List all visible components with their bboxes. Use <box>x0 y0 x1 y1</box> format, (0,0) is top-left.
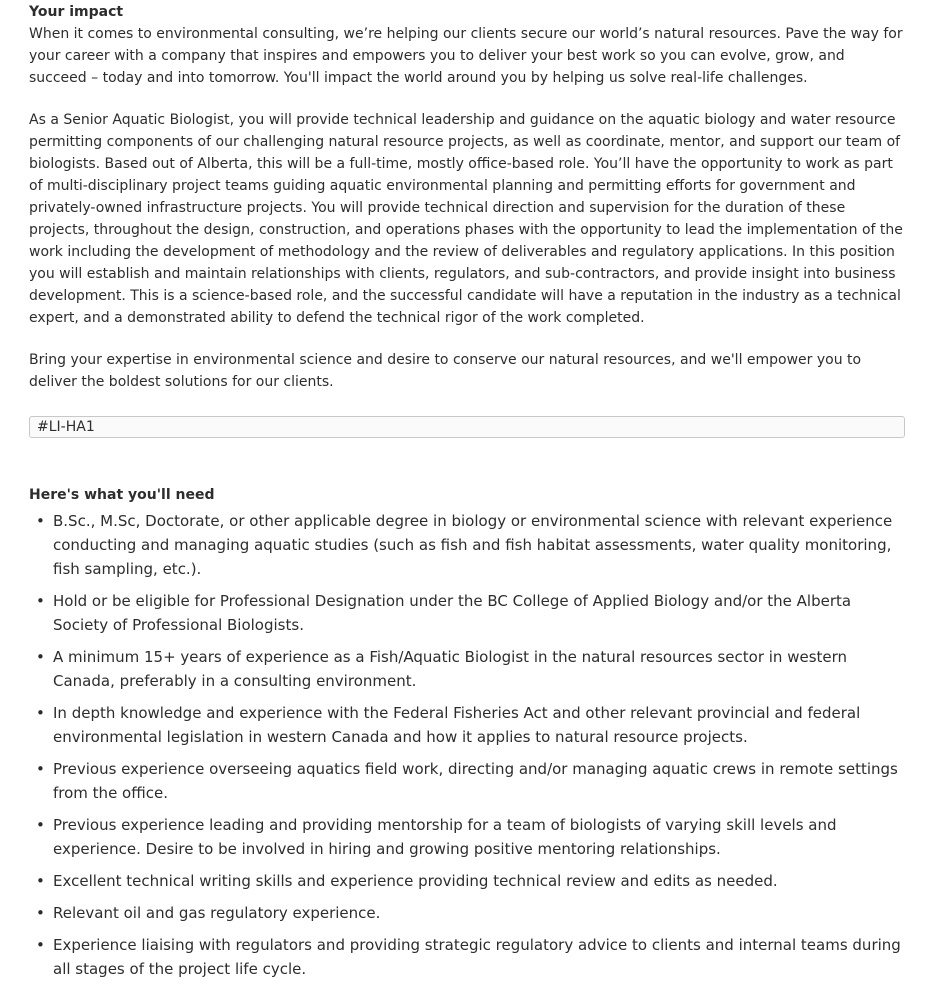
list-item-text: Previous experience overseeing aquatics field work, directing and/or managing aquatic crews in remote settings from the office. <box>53 760 898 802</box>
requirements-heading: Here's what you'll need <box>29 487 215 503</box>
bullet-icon: • <box>36 648 45 666</box>
bullet-icon: • <box>36 904 45 922</box>
list-item-text: Hold or be eligible for Professional Designation under the BC College of Applied Biology and/or the Alberta Society of Professional Biologists. <box>53 592 852 634</box>
list-item <box>29 813 905 861</box>
impact-paragraph-3: Bring your expertise in environmental science and desire to conserve our natural resources, and we'll empower you to deliver the boldest solutions for our clients. <box>29 352 862 390</box>
list-item <box>29 701 905 749</box>
list-item <box>29 901 905 925</box>
list-item-text: Experience liaising with regulators and providing strategic regulatory advice to clients and internal teams during all stages of the project life cycle. <box>53 936 901 978</box>
list-item <box>29 933 905 981</box>
list-item <box>29 589 905 637</box>
list-item-text: In depth knowledge and experience with the Federal Fisheries Act and other relevant provincial and federal environmental legislation in western Canada and how it applies to natural resource projects. <box>53 704 861 746</box>
list-item <box>29 509 905 581</box>
bullet-icon: • <box>36 512 45 530</box>
impact-paragraph-2: As a Senior Aquatic Biologist, you will provide technical leadership and guidance on the aquatic biology and water resource permitting components of our challenging natural resource projects, as well as coordinate, mentor, and support our team of biologists. Based out of Alberta, this will be a full-time, mostly office-based role. You’ll have the opportunity to work as part of multi-disciplinary project teams guiding aquatic environmental planning and permitting efforts for government and privately-owned infrastructure projects. You will provide technical direction and supervision for the duration of these projects, throughout the design, construction, and operations phases with the opportunity to lead the implementation of the work including the development of methodology and the review of deliverables and regulatory applications. In this position you will establish and maintain relationships with clients, regulators, and sub-contractors, and provide insight into business development. This is a science-based role, and the successful candidate will have a reputation in the industry as a technical expert, and a demonstrated ability to defend the technical rigor of the work completed. <box>29 112 903 326</box>
bullet-icon: • <box>36 816 45 834</box>
your-impact-heading: Your impact <box>29 4 124 20</box>
hashtag-code-block: #LI-HA1 <box>29 416 905 438</box>
requirements-list <box>29 509 905 981</box>
list-item-text: B.Sc., M.Sc, Doctorate, or other applicable degree in biology or environmental science with relevant experience conducting and managing aquatic studies (such as fish and fish habitat assessments, water quality monitoring, fish sampling, etc.). <box>53 512 893 578</box>
bullet-icon: • <box>36 936 45 954</box>
bullet-icon: • <box>36 592 45 610</box>
list-item <box>29 645 905 693</box>
list-item-text: A minimum 15+ years of experience as a Fish/Aquatic Biologist in the natural resources sector in western Canada, preferably in a consulting environment. <box>53 648 848 690</box>
list-item <box>29 757 905 805</box>
list-item-text: Excellent technical writing skills and experience providing technical review and edits as needed. <box>53 872 778 890</box>
job-description <box>29 0 905 989</box>
bullet-icon: • <box>36 872 45 890</box>
bullet-icon: • <box>36 704 45 722</box>
impact-paragraph-1: When it comes to environmental consulting, we’re helping our clients secure our world’s natural resources. Pave the way for your career with a company that inspires and empowers you to deliver your best work so you can evolve, grow, and succeed – today and into tomorrow. You'll impact the world around you by helping us solve real-life challenges. <box>29 26 903 86</box>
list-item-text: Previous experience leading and providing mentorship for a team of biologists of varying skill levels and experience. Desire to be involved in hiring and growing positive mentoring relationships. <box>53 816 837 858</box>
bullet-icon: • <box>36 760 45 778</box>
list-item-text: Relevant oil and gas regulatory experience. <box>53 904 381 922</box>
list-item <box>29 869 905 893</box>
